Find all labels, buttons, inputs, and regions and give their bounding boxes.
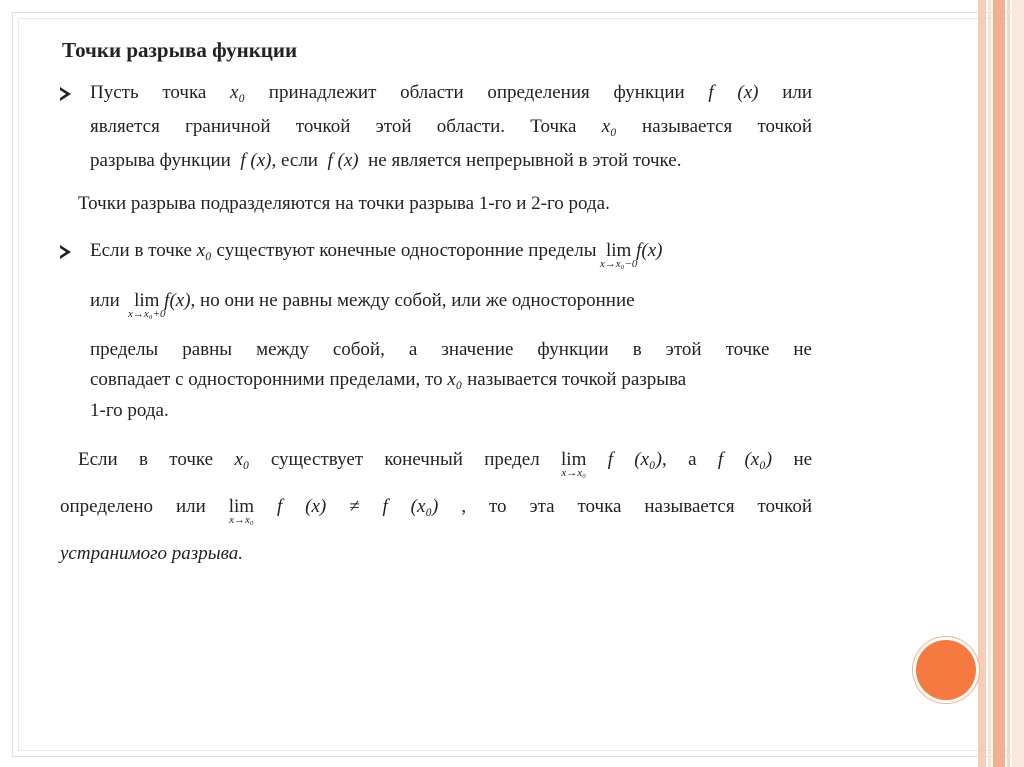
text: определено или bbox=[60, 496, 206, 517]
slide-title: Точки разрыва функции bbox=[62, 38, 298, 62]
text: называется точкой разрыва bbox=[467, 369, 687, 390]
lim-subscript: x→x₀−0 bbox=[599, 258, 638, 270]
p3-line-1 bbox=[90, 240, 812, 270]
text: , а bbox=[662, 449, 697, 470]
text: Если в точке bbox=[78, 449, 214, 470]
p1-line-3 bbox=[90, 150, 681, 172]
p2-line: Точки разрыва подразделяются на точки разрыва 1-го и 2-го рода. bbox=[78, 193, 610, 214]
p1-line-1 bbox=[90, 82, 812, 104]
decor-circle bbox=[916, 640, 976, 700]
lim-text: lim bbox=[134, 290, 160, 311]
text: не bbox=[793, 449, 813, 470]
p4-line-1 bbox=[78, 449, 813, 479]
limit bbox=[228, 496, 255, 526]
math-fx: f (x) bbox=[708, 82, 759, 103]
math-x0: x₀ bbox=[230, 82, 246, 103]
text: существуют конечные односторонние пределы bbox=[216, 240, 597, 261]
lim-text: lim bbox=[561, 449, 587, 470]
text: , но они не равны между собой, или же односторонние bbox=[190, 290, 635, 311]
lim-text: lim bbox=[606, 240, 632, 261]
p3-line-4 bbox=[90, 369, 686, 391]
limit-right bbox=[127, 290, 166, 320]
text: , если bbox=[271, 150, 318, 171]
text: является граничной точкой этой области. Точка bbox=[90, 116, 577, 137]
math-x0: x₀ bbox=[601, 116, 617, 137]
limit-left bbox=[599, 240, 638, 270]
text: Если в точке bbox=[90, 240, 192, 261]
math-inequality: f (x) ≠ f (x₀) bbox=[276, 496, 439, 517]
math-x0: x₀ bbox=[234, 449, 250, 470]
lim-text: lim bbox=[228, 496, 255, 517]
bullet-arrow-icon bbox=[60, 240, 74, 262]
text: существует конечный предел bbox=[270, 449, 540, 470]
text: , то эта точка называется точкой bbox=[461, 496, 813, 517]
math-x0: x₀ bbox=[447, 369, 463, 390]
p3-line-5: 1-го рода. bbox=[90, 400, 169, 421]
math-fx: f(x) bbox=[164, 290, 191, 311]
text: называется точкой bbox=[642, 116, 813, 137]
decor-bar bbox=[993, 0, 1005, 767]
text: Пусть точка bbox=[90, 82, 207, 103]
p1-line-2 bbox=[90, 116, 812, 138]
text: разрыва функции bbox=[90, 150, 231, 171]
limit bbox=[561, 449, 587, 479]
p4-line-2 bbox=[60, 496, 813, 526]
text: принадлежит области определения функции bbox=[268, 82, 685, 103]
math-fx0: f (x₀) bbox=[607, 449, 662, 470]
text: или bbox=[90, 290, 120, 311]
text: совпадает с односторонними пределами, то bbox=[90, 369, 443, 390]
lim-subscript: x→x₀ bbox=[229, 514, 254, 526]
math-fx0: f (x₀) bbox=[717, 449, 773, 470]
math-x0: x₀ bbox=[196, 240, 212, 261]
decor-bar bbox=[978, 0, 986, 767]
bullet-arrow-icon bbox=[60, 82, 74, 104]
p4-line-3: устранимого разрыва. bbox=[60, 543, 243, 564]
p3-line-2 bbox=[90, 290, 812, 320]
math-fx: f (x) bbox=[240, 150, 272, 171]
decor-bar bbox=[1007, 0, 1010, 767]
text: или bbox=[782, 82, 813, 103]
lim-subscript: x→x₀+0 bbox=[127, 308, 166, 320]
p3-line-3: пределы равны между собой, а значение функции в этой точке не bbox=[90, 339, 812, 360]
math-fx: f (x) bbox=[327, 150, 359, 171]
math-fx: f(x) bbox=[636, 240, 663, 261]
text: не является непрерывной в этой точке. bbox=[368, 150, 682, 171]
lim-subscript: x→x₀ bbox=[561, 467, 586, 479]
decor-bar bbox=[988, 0, 991, 767]
decor-bar bbox=[1012, 0, 1024, 767]
